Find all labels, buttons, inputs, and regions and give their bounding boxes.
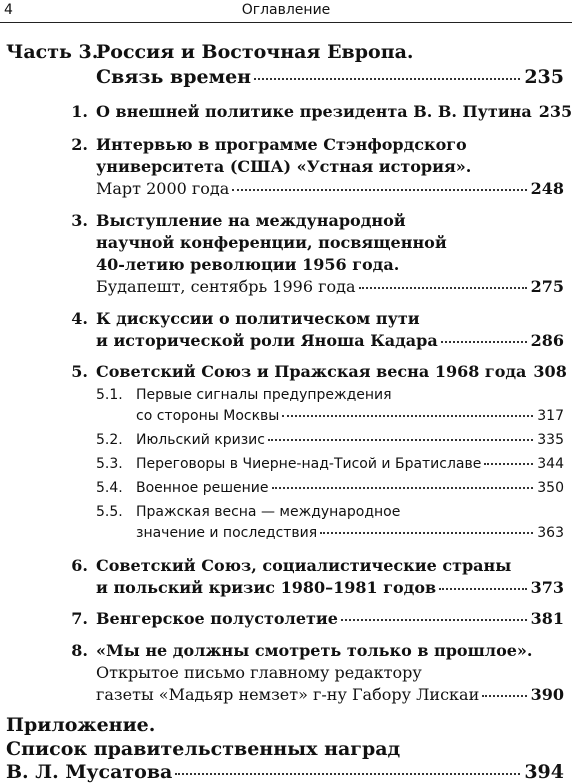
page-ref: 308 xyxy=(533,362,567,381)
subitem-title: значение и последствия xyxy=(136,525,318,541)
entry-title-line: Интервью в программе Стэнфордского xyxy=(96,135,467,154)
page-ref: 275 xyxy=(530,277,564,296)
appendix-line1: Приложение. xyxy=(6,714,156,736)
page-ref: 394 xyxy=(524,761,564,783)
toc-entry-5-5[interactable] xyxy=(136,525,564,541)
page-ref: 335 xyxy=(537,432,564,448)
entry-title-line: научной конференции, посвященной xyxy=(96,233,447,252)
dot-leader xyxy=(272,487,534,489)
entry-subtitle-line: Открытое письмо главному редактору xyxy=(96,663,422,682)
page-ref: 373 xyxy=(530,578,564,597)
entry-title-line: Выступление на международной xyxy=(96,211,406,230)
subitem-number: 5.5. xyxy=(96,504,123,520)
entry-title: О внешней политике президента В. В. Путина xyxy=(96,102,532,121)
dot-leader xyxy=(268,439,533,441)
page-ref: 286 xyxy=(530,331,564,350)
subitem-title: Июльский кризис xyxy=(136,432,265,448)
item-number: 8. xyxy=(71,641,88,660)
toc-entry-8[interactable] xyxy=(96,685,564,704)
toc-entry-5-3[interactable] xyxy=(136,456,564,472)
toc-entry-5[interactable] xyxy=(96,362,567,381)
subitem-number: 5.3. xyxy=(96,456,123,472)
appendix-line3: В. Л. Мусатова xyxy=(6,761,173,783)
dot-leader xyxy=(341,619,527,621)
page-ref: 390 xyxy=(530,685,564,704)
part-title-line2: Связь времен xyxy=(96,66,252,88)
entry-subtitle: Будапешт, сентябрь 1996 года xyxy=(96,277,356,296)
item-number: 7. xyxy=(71,609,88,628)
subitem-title: Военное решение xyxy=(136,480,269,496)
toc-entry-5-4[interactable] xyxy=(136,480,564,496)
entry-subtitle: газеты «Мадьяр немзет» г-ну Габору Лискаи xyxy=(96,685,480,704)
toc-entry-3[interactable] xyxy=(96,277,564,296)
dot-leader xyxy=(320,532,533,534)
subitem-number: 5.4. xyxy=(96,480,123,496)
dot-leader xyxy=(175,773,520,775)
page-ref: 350 xyxy=(537,480,564,496)
entry-title: и исторической роли Яноша Кадара xyxy=(96,331,438,350)
dot-leader xyxy=(232,189,526,191)
toc-entry-appendix[interactable] xyxy=(6,761,564,783)
dot-leader xyxy=(282,415,533,417)
item-number: 3. xyxy=(71,211,88,230)
appendix-line2: Список правительственных наград xyxy=(6,738,401,760)
toc-entry-5-1[interactable] xyxy=(136,408,564,424)
toc-entry-1[interactable] xyxy=(96,102,572,121)
running-header xyxy=(0,0,572,23)
page-ref: 235 xyxy=(538,102,572,121)
page-ref: 317 xyxy=(537,408,564,424)
toc-entry-2[interactable] xyxy=(96,179,564,198)
item-number: 2. xyxy=(71,135,88,154)
page-ref: 363 xyxy=(537,525,564,541)
page-ref: 248 xyxy=(530,179,564,198)
toc-entry-7[interactable] xyxy=(96,609,564,628)
dot-leader xyxy=(482,695,526,697)
toc-entry-6[interactable] xyxy=(96,578,564,597)
toc-entry-part3[interactable] xyxy=(96,66,564,88)
dot-leader xyxy=(484,463,533,465)
dot-leader xyxy=(359,287,527,289)
entry-title-line: К дискуссии о политическом пути xyxy=(96,309,420,328)
dot-leader xyxy=(439,588,526,590)
page-ref: 381 xyxy=(530,609,564,628)
entry-title: Венгерское полустолетие xyxy=(96,609,338,628)
page-ref: 344 xyxy=(537,456,564,472)
entry-title: Советский Союз и Пражская весна 1968 года xyxy=(96,362,527,381)
dot-leader xyxy=(441,341,527,343)
running-title: Оглавление xyxy=(241,2,331,18)
dot-leader xyxy=(254,78,520,80)
item-number: 1. xyxy=(71,102,88,121)
toc-entry-4[interactable] xyxy=(96,331,564,350)
entry-title-line: Советский Союз, социалистические страны xyxy=(96,556,512,575)
item-number: 6. xyxy=(71,556,88,575)
entry-title: и польский кризис 1980–1981 годов xyxy=(96,578,437,597)
subitem-title: со стороны Москвы xyxy=(136,408,280,424)
entry-title-line: университета (США) «Устная история». xyxy=(96,157,472,176)
item-number: 4. xyxy=(71,309,88,328)
toc-entry-5-2[interactable] xyxy=(136,432,564,448)
subitem-number: 5.1. xyxy=(96,387,123,403)
item-number: 5. xyxy=(71,362,88,381)
page-number: 4 xyxy=(4,2,13,18)
subitem-title: Переговоры в Чиерне-над-Тисой и Братиславе xyxy=(136,456,482,472)
entry-title-line: «Мы не должны смотреть только в прошлое». xyxy=(96,641,533,660)
subitem-title-line: Первые сигналы предупреждения xyxy=(136,387,392,403)
part-label: Часть 3. xyxy=(6,41,99,63)
part-title-line1: Россия и Восточная Европа. xyxy=(96,41,414,63)
entry-title-line: 40-летию революции 1956 года. xyxy=(96,255,400,274)
subitem-title-line: Пражская весна — международное xyxy=(136,504,401,520)
page-ref: 235 xyxy=(524,66,564,88)
subitem-number: 5.2. xyxy=(96,432,123,448)
entry-subtitle: Март 2000 года xyxy=(96,179,230,198)
